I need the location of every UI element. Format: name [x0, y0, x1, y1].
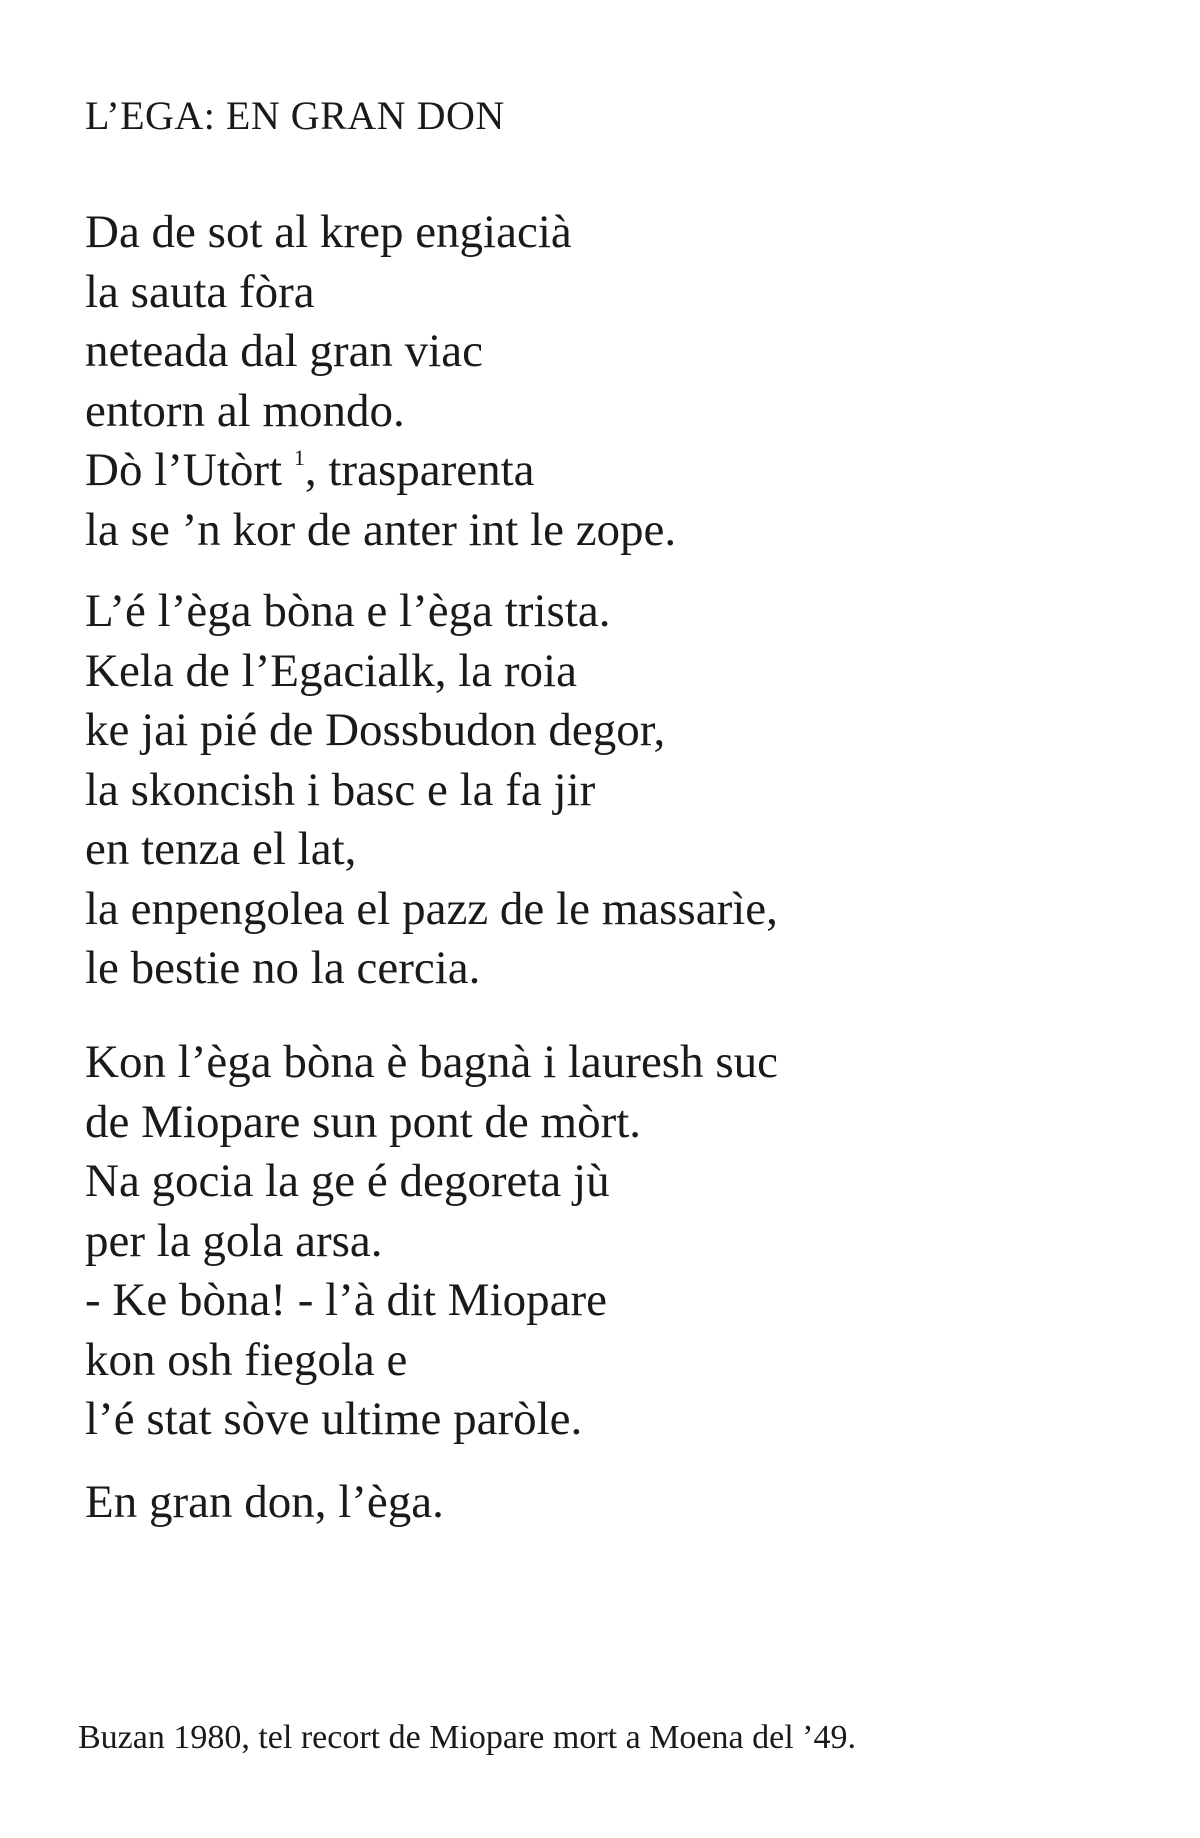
poem-line: de Miopare sun pont de mòrt.: [85, 1095, 642, 1148]
poem-line: Na gocia la ge é degoreta jù: [85, 1155, 610, 1207]
stanza-4: [85, 1473, 444, 1533]
poem-line: L’é l’èga bòna e l’èga trista.: [85, 585, 611, 637]
poem-line: Da de sot al krep engiacià: [85, 206, 572, 258]
poem-line: la sauta fòra: [85, 265, 315, 318]
poem-line: per la gola arsa.: [85, 1214, 383, 1267]
poem-line: [85, 441, 676, 501]
poem-line-part: Dò l’Utòrt: [85, 444, 283, 496]
poem-line: neteada dal gran viac: [85, 325, 483, 377]
poem-line: la se ’n kor de anter int le zope.: [85, 503, 677, 556]
stanza-3: [85, 1033, 778, 1450]
poem-line: En gran don, l’èga.: [85, 1476, 444, 1528]
poem-dedication-footer: Buzan 1980, tel recort de Miopare mort a Moena del ’49.: [78, 1719, 856, 1756]
poem-line: la enpengolea el pazz de le massarìe,: [85, 882, 778, 935]
poem-title: L’EGA: EN GRAN DON: [85, 93, 505, 138]
poem-line: kon osh fiegola e: [85, 1333, 408, 1386]
poem-line: la skoncish i basc e la fa jir: [85, 763, 596, 816]
poem-line: - Ke bòna! - l’à dit Miopare: [85, 1274, 608, 1326]
poem-line: l’é stat sòve ultime paròle.: [85, 1393, 583, 1445]
poem-line: le bestie no la cercia.: [85, 942, 481, 994]
poem-line: en tenza el lat,: [85, 823, 357, 875]
stanza-2: [85, 582, 778, 999]
footnote-marker: 1: [293, 445, 305, 470]
poem-line: ke jai pié de Dossbudon degor,: [85, 704, 666, 756]
poem-line: Kela de l’Egacialk, la roia: [85, 644, 577, 697]
poem-line: Kon l’èga bòna è bagnà i lauresh suc: [85, 1036, 778, 1088]
poem-line: entorn al mondo.: [85, 384, 405, 437]
poem-line-part: , trasparenta: [304, 444, 535, 496]
stanza-1: [85, 203, 676, 560]
